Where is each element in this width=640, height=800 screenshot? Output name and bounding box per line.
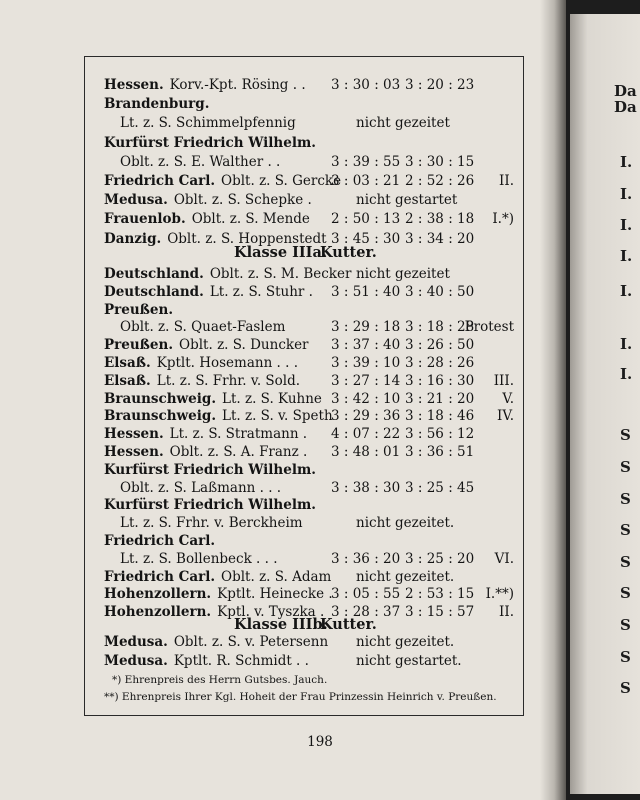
- right-page-mark: S: [620, 553, 631, 571]
- result-row: [104, 425, 514, 444]
- elapsed-time: 2 : 50 : 13: [331, 211, 401, 228]
- result-row: [104, 479, 514, 498]
- ship-name: Hohenzollern.: [104, 586, 212, 603]
- result-row: [104, 336, 514, 355]
- elapsed-time: 3 : 05 : 55: [331, 586, 401, 603]
- book-gutter: [540, 0, 566, 800]
- boat-type: Kutter.: [320, 616, 377, 633]
- result-row: [104, 283, 514, 302]
- right-page-mark: Da: [614, 82, 637, 100]
- placement: II.: [499, 604, 514, 621]
- elapsed-time: 3 : 51 : 40: [331, 283, 401, 300]
- elapsed-time: 3 : 42 : 10: [331, 390, 401, 407]
- status-note: nicht gezeitet.: [356, 568, 455, 585]
- elapsed-time: 3 : 29 : 18: [331, 319, 401, 336]
- right-page-mark: S: [620, 648, 631, 666]
- ship-name: Friedrich Carl.: [104, 568, 216, 585]
- result-row: [104, 95, 514, 114]
- result-row: [104, 318, 514, 337]
- result-row: [104, 585, 514, 604]
- elapsed-time: 3 : 36 : 20: [331, 550, 401, 567]
- officer: Oblt. z. S. M. Becker: [209, 266, 352, 282]
- result-row: [104, 568, 514, 587]
- ship-name: Medusa.: [104, 192, 168, 209]
- right-page-mark: S: [620, 490, 631, 508]
- elapsed-time: 3 : 45 : 30: [331, 230, 401, 247]
- ship-name: Hohenzollern.: [104, 604, 212, 621]
- result-row: [104, 191, 514, 210]
- boat-type: Kutter.: [320, 244, 377, 261]
- result-row: [104, 153, 514, 172]
- ship-name: Hessen.: [104, 77, 164, 93]
- right-page-mark: S: [620, 616, 631, 634]
- officer: Lt. z. S. v. Speth: [222, 408, 333, 425]
- status-note: nicht gezeitet: [356, 266, 450, 282]
- result-row: [104, 301, 514, 320]
- status-note: nicht gezeitet.: [356, 515, 455, 532]
- result-row: [104, 443, 514, 462]
- officer: Kptlt. R. Schmidt . .: [173, 653, 309, 669]
- ship-name: Deutschland.: [104, 266, 204, 282]
- right-page-mark: S: [620, 679, 631, 697]
- status-note: nicht gestartet.: [356, 653, 462, 669]
- officer: Lt. z. S. Schimmelpfennig: [120, 115, 296, 132]
- corrected-time: 3 : 18 : 46: [405, 408, 475, 425]
- right-page-mark: S: [620, 426, 631, 444]
- placement: IV.: [496, 408, 514, 425]
- status-note: nicht gezeitet.: [356, 634, 455, 650]
- result-row: [104, 550, 514, 569]
- right-page-mark: I.: [620, 185, 633, 203]
- officer: Oblt. z. S. Quaet-Faslem: [120, 319, 286, 336]
- corrected-time: 3 : 25 : 20: [405, 550, 475, 567]
- right-page-edge: [570, 14, 640, 794]
- officer: Lt. z. S. Stuhr .: [209, 283, 313, 300]
- right-page-mark: I.: [620, 335, 633, 353]
- result-row: [104, 532, 514, 551]
- result-row: [104, 633, 514, 652]
- class-heading-3a: [234, 242, 377, 264]
- status-note: nicht gestartet: [356, 192, 458, 209]
- officer: Oblt. z. S. Schepke .: [173, 192, 312, 209]
- result-row: [104, 210, 514, 229]
- result-row: [104, 390, 514, 409]
- ship-name: Medusa.: [104, 653, 168, 669]
- officer: Kptlt. Heinecke .: [217, 586, 333, 603]
- ship-name: Hessen.: [104, 444, 164, 460]
- ship-name: Deutschland.: [104, 283, 204, 300]
- result-row: [104, 496, 514, 515]
- placement: V.: [502, 390, 514, 407]
- officer: Lt. z. S. Frhr. v. Sold.: [156, 372, 301, 389]
- placement: III.: [493, 372, 514, 389]
- officer: Oblt. z. S. Gercke: [221, 173, 342, 189]
- ship-name: Friedrich Carl.: [104, 173, 216, 189]
- corrected-time: 3 : 20 : 23: [405, 77, 475, 93]
- corrected-time: 3 : 56 : 12: [405, 426, 475, 443]
- corrected-time: 3 : 34 : 20: [405, 230, 475, 247]
- elapsed-time: 3 : 38 : 30: [331, 479, 401, 496]
- officer: Oblt. z. S. Hoppenstedt: [167, 230, 327, 247]
- class-label: Klasse IIIa.: [234, 244, 327, 261]
- officer: Lt. z. S. Frhr. v. Berckheim: [120, 515, 303, 532]
- ship-name: Preußen.: [104, 337, 174, 354]
- officer: Oblt. z. S. Laßmann . . .: [120, 479, 282, 496]
- right-page-mark: I.: [620, 282, 633, 300]
- ship-name: Medusa.: [104, 634, 168, 650]
- ship-name: Brandenburg.: [104, 96, 210, 113]
- result-row: [104, 652, 514, 671]
- right-page-mark: S: [620, 521, 631, 539]
- elapsed-time: 4 : 07 : 22: [331, 426, 401, 443]
- elapsed-time: 3 : 27 : 14: [331, 372, 401, 389]
- ship-name: Kurfürst Friedrich Wilhelm.: [104, 461, 316, 478]
- result-row: [104, 114, 514, 133]
- ship-name: Kurfürst Friedrich Wilhelm.: [104, 497, 316, 514]
- right-page-mark: Da: [614, 98, 637, 116]
- placement: II.: [499, 173, 514, 189]
- corrected-time: 3 : 16 : 30: [405, 372, 475, 389]
- corrected-time: 3 : 36 : 51: [405, 444, 475, 460]
- corrected-time: 3 : 25 : 45: [405, 479, 475, 496]
- footnote-1: *) Ehrenpreis des Herrn Gutsbes. Jauch.: [112, 674, 328, 686]
- status-note: nicht gezeitet: [356, 115, 450, 132]
- ship-name: Friedrich Carl.: [104, 533, 216, 549]
- corrected-time: 2 : 53 : 15: [405, 586, 475, 603]
- officer: Lt. z. S. Kuhne: [222, 390, 322, 407]
- ship-name: Danzig.: [104, 230, 162, 247]
- right-page-mark: I.: [620, 216, 633, 234]
- officer: Oblt. z. S. E. Walther . .: [120, 153, 281, 170]
- corrected-time: 2 : 38 : 18: [405, 211, 475, 228]
- corrected-time: 3 : 21 : 20: [405, 390, 475, 407]
- ship-name: Frauenlob.: [104, 211, 186, 228]
- elapsed-time: 3 : 48 : 01: [331, 444, 401, 460]
- right-page-mark: S: [620, 584, 631, 602]
- officer: Kptl. v. Tyszka .: [217, 604, 325, 621]
- ship-name: Elsaß.: [104, 372, 151, 389]
- officer: Oblt. z. S. Mende: [191, 211, 310, 228]
- officer: Oblt. z. S. Adam: [221, 568, 332, 585]
- result-row: [104, 172, 514, 191]
- corrected-time: 2 : 52 : 26: [405, 173, 475, 189]
- footnote-2: **) Ehrenpreis Ihrer Kgl. Hoheit der Frau Prinzessin Heinrich v. Preußen.: [104, 691, 497, 703]
- corrected-time: 3 : 30 : 15: [405, 153, 475, 170]
- officer: Lt. z. S. Stratmann .: [169, 426, 308, 443]
- elapsed-time: 3 : 28 : 37: [331, 604, 401, 621]
- right-page-mark: I.: [620, 153, 633, 171]
- officer: Korv.-Kpt. Rösing . .: [169, 77, 306, 93]
- corrected-time: 3 : 28 : 26: [405, 355, 475, 371]
- right-page-mark: S: [620, 458, 631, 476]
- elapsed-time: 3 : 39 : 10: [331, 355, 401, 371]
- elapsed-time: 3 : 37 : 40: [331, 337, 401, 354]
- officer: Oblt. z. S. Duncker: [179, 337, 309, 354]
- corrected-time: 3 : 40 : 50: [405, 283, 475, 300]
- elapsed-time: 3 : 29 : 36: [331, 408, 401, 425]
- corrected-time: 3 : 15 : 57: [405, 604, 475, 621]
- officer: Oblt. z. S. v. Petersenn: [173, 634, 329, 650]
- ship-name: Hessen.: [104, 426, 164, 443]
- result-row: [104, 461, 514, 480]
- result-row: [104, 265, 514, 284]
- class-label: Klasse IIIb.: [234, 616, 328, 633]
- placement: VI.: [494, 550, 514, 567]
- result-row: [104, 514, 514, 533]
- elapsed-time: 3 : 30 : 03: [331, 77, 401, 93]
- page-number: 198: [307, 734, 333, 750]
- result-row: [104, 372, 514, 391]
- officer: Lt. z. S. Bollenbeck . . .: [120, 550, 278, 567]
- right-page-mark: I.: [620, 365, 633, 383]
- elapsed-time: 3 : 03 : 21: [331, 173, 401, 189]
- ship-name: Elsaß.: [104, 355, 151, 371]
- right-page-mark: I.: [620, 247, 633, 265]
- ship-name: Braunschweig.: [104, 390, 217, 407]
- officer: Kptlt. Hosemann . . .: [156, 355, 299, 371]
- result-row: [104, 134, 514, 153]
- result-row: [104, 354, 514, 373]
- corrected-time: 3 : 26 : 50: [405, 337, 475, 354]
- ship-name: Kurfürst Friedrich Wilhelm.: [104, 134, 316, 151]
- placement: I.**): [485, 586, 514, 603]
- placement: Protest: [464, 319, 514, 336]
- result-row: [104, 76, 514, 95]
- officer: Oblt. z. S. A. Franz .: [169, 444, 308, 460]
- ship-name: Preußen.: [104, 301, 174, 318]
- corrected-time: 3 : 18 : 28: [405, 319, 475, 336]
- elapsed-time: 3 : 39 : 55: [331, 153, 401, 170]
- ship-name: Braunschweig.: [104, 408, 217, 425]
- placement: I.*): [492, 211, 514, 228]
- result-row: [104, 407, 514, 426]
